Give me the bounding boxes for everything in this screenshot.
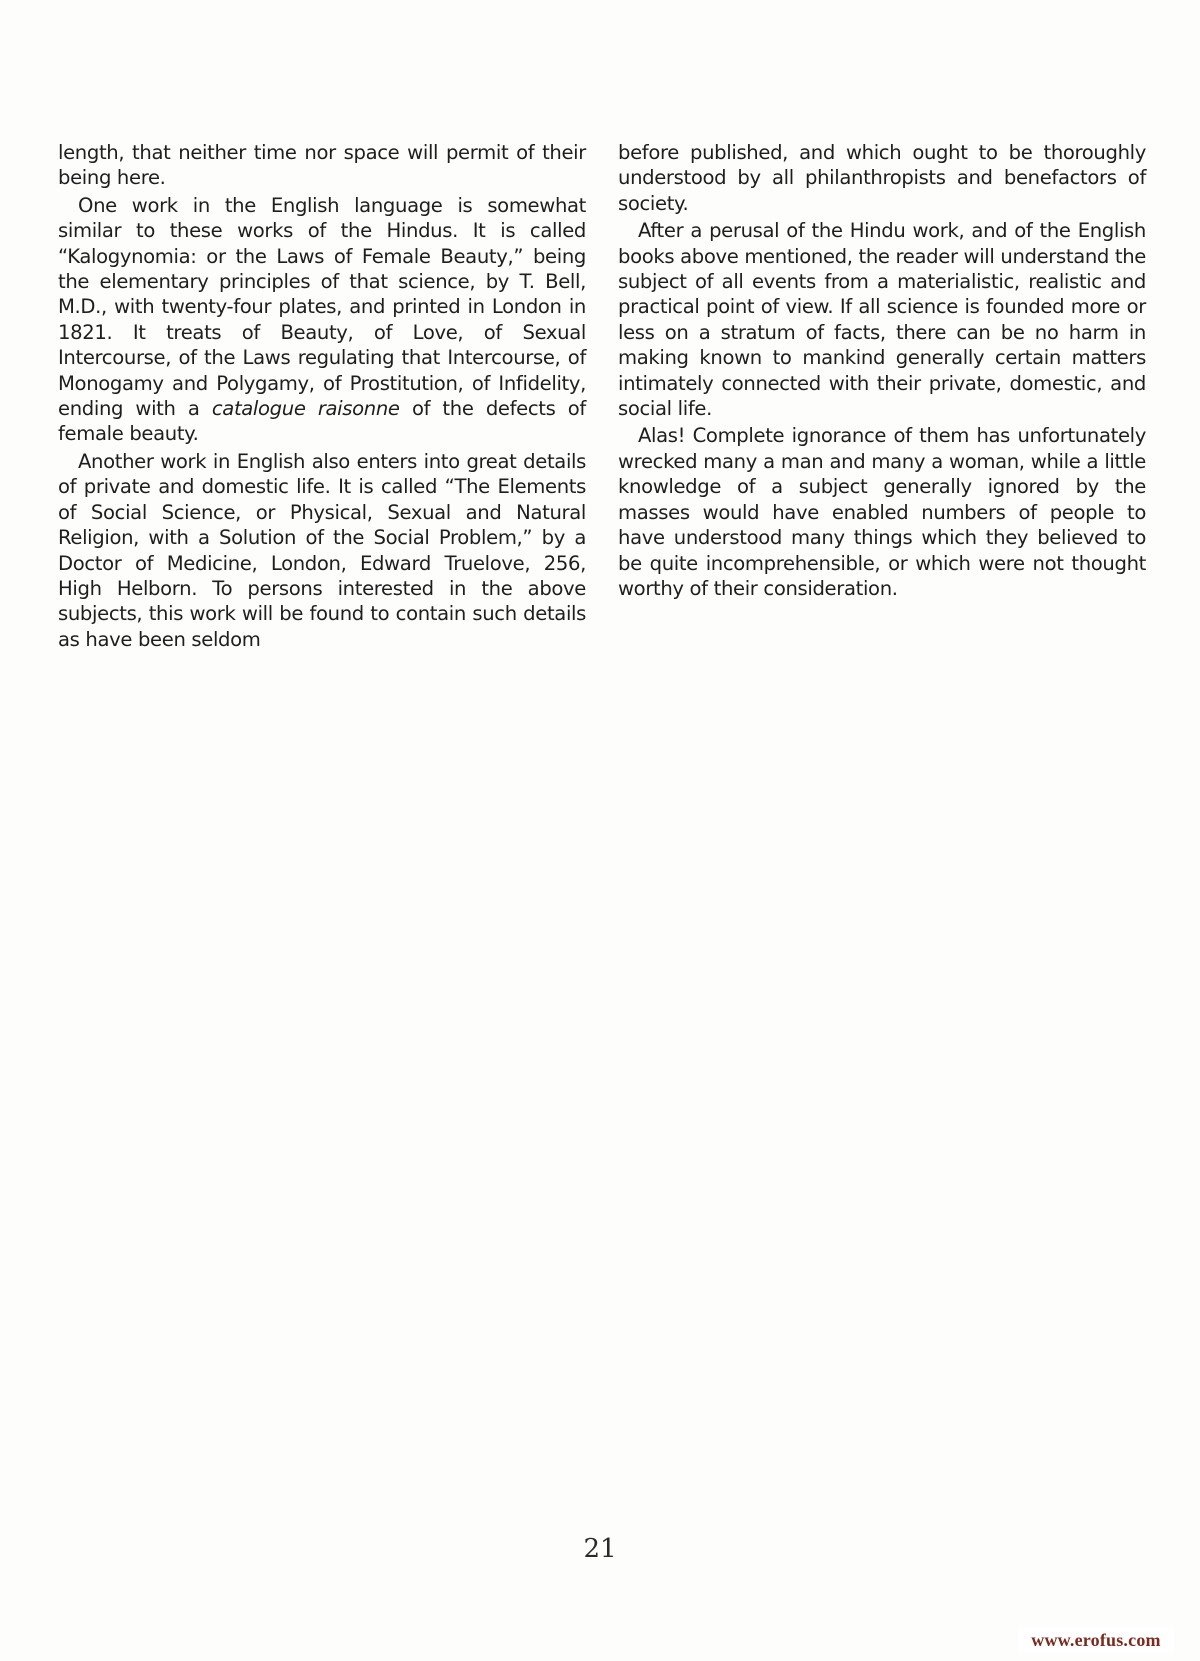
paragraph: length, that neither time nor space will permit of their being here. <box>58 141 586 190</box>
paragraph <box>58 193 586 447</box>
site-watermark: www.erofus.com <box>1018 1628 1174 1652</box>
left-column <box>58 140 586 654</box>
page-number: 21 <box>583 1534 617 1564</box>
italic-phrase: catalogue raisonne <box>211 397 400 421</box>
right-column <box>618 140 1146 603</box>
paragraph: After a perusal of the Hindu work, and of the English books above mentioned, the reader will understand the subject of all events from a materialistic, realistic and practical point of view. If all science is founded more or less on a stratum of facts, there can be no harm in making known to mankind generally certain matters intimately connected with their private, domestic, and social life. <box>618 219 1146 421</box>
paragraph-text: of the defects of female beauty. <box>58 397 586 446</box>
paragraph-text: One work in the English language is somewhat similar to these works of the Hindus. It is called “Kalogynomia: or the Laws of Female Beauty,” being the elementary principles of that science, by T. Bell, M.D., with twenty-four plates, and printed in London in 1821. It treats of Beauty, of Love, of Sexual Intercourse, of the Laws regulating that Intercourse, of Monogamy and Polygamy, of Prostitution, of Infidelity, ending with a <box>58 193 586 421</box>
paragraph: Another work in English also enters into great details of private and domestic life. It is called “The Elements of Social Science, or Physical, Sexual and Natural Religion, with a Solution of the Social Problem,” by a Doctor of Medicine, London, Edward Truelove, 256, High Helborn. To persons interested in the above subjects, this work will be found to contain such details as have been seldom <box>58 449 586 651</box>
paragraph: Alas! Complete ignorance of them has unfortunately wrecked many a man and many a woman, while a little knowledge of a subject generally ignored by the masses would have enabled numbers of people to have understood many things which they believed to be quite incomprehensible, or which were not thought worthy of their consideration. <box>618 424 1146 600</box>
paragraph: before published, and which ought to be thoroughly understood by all philanthropists and benefactors of society. <box>618 141 1146 215</box>
